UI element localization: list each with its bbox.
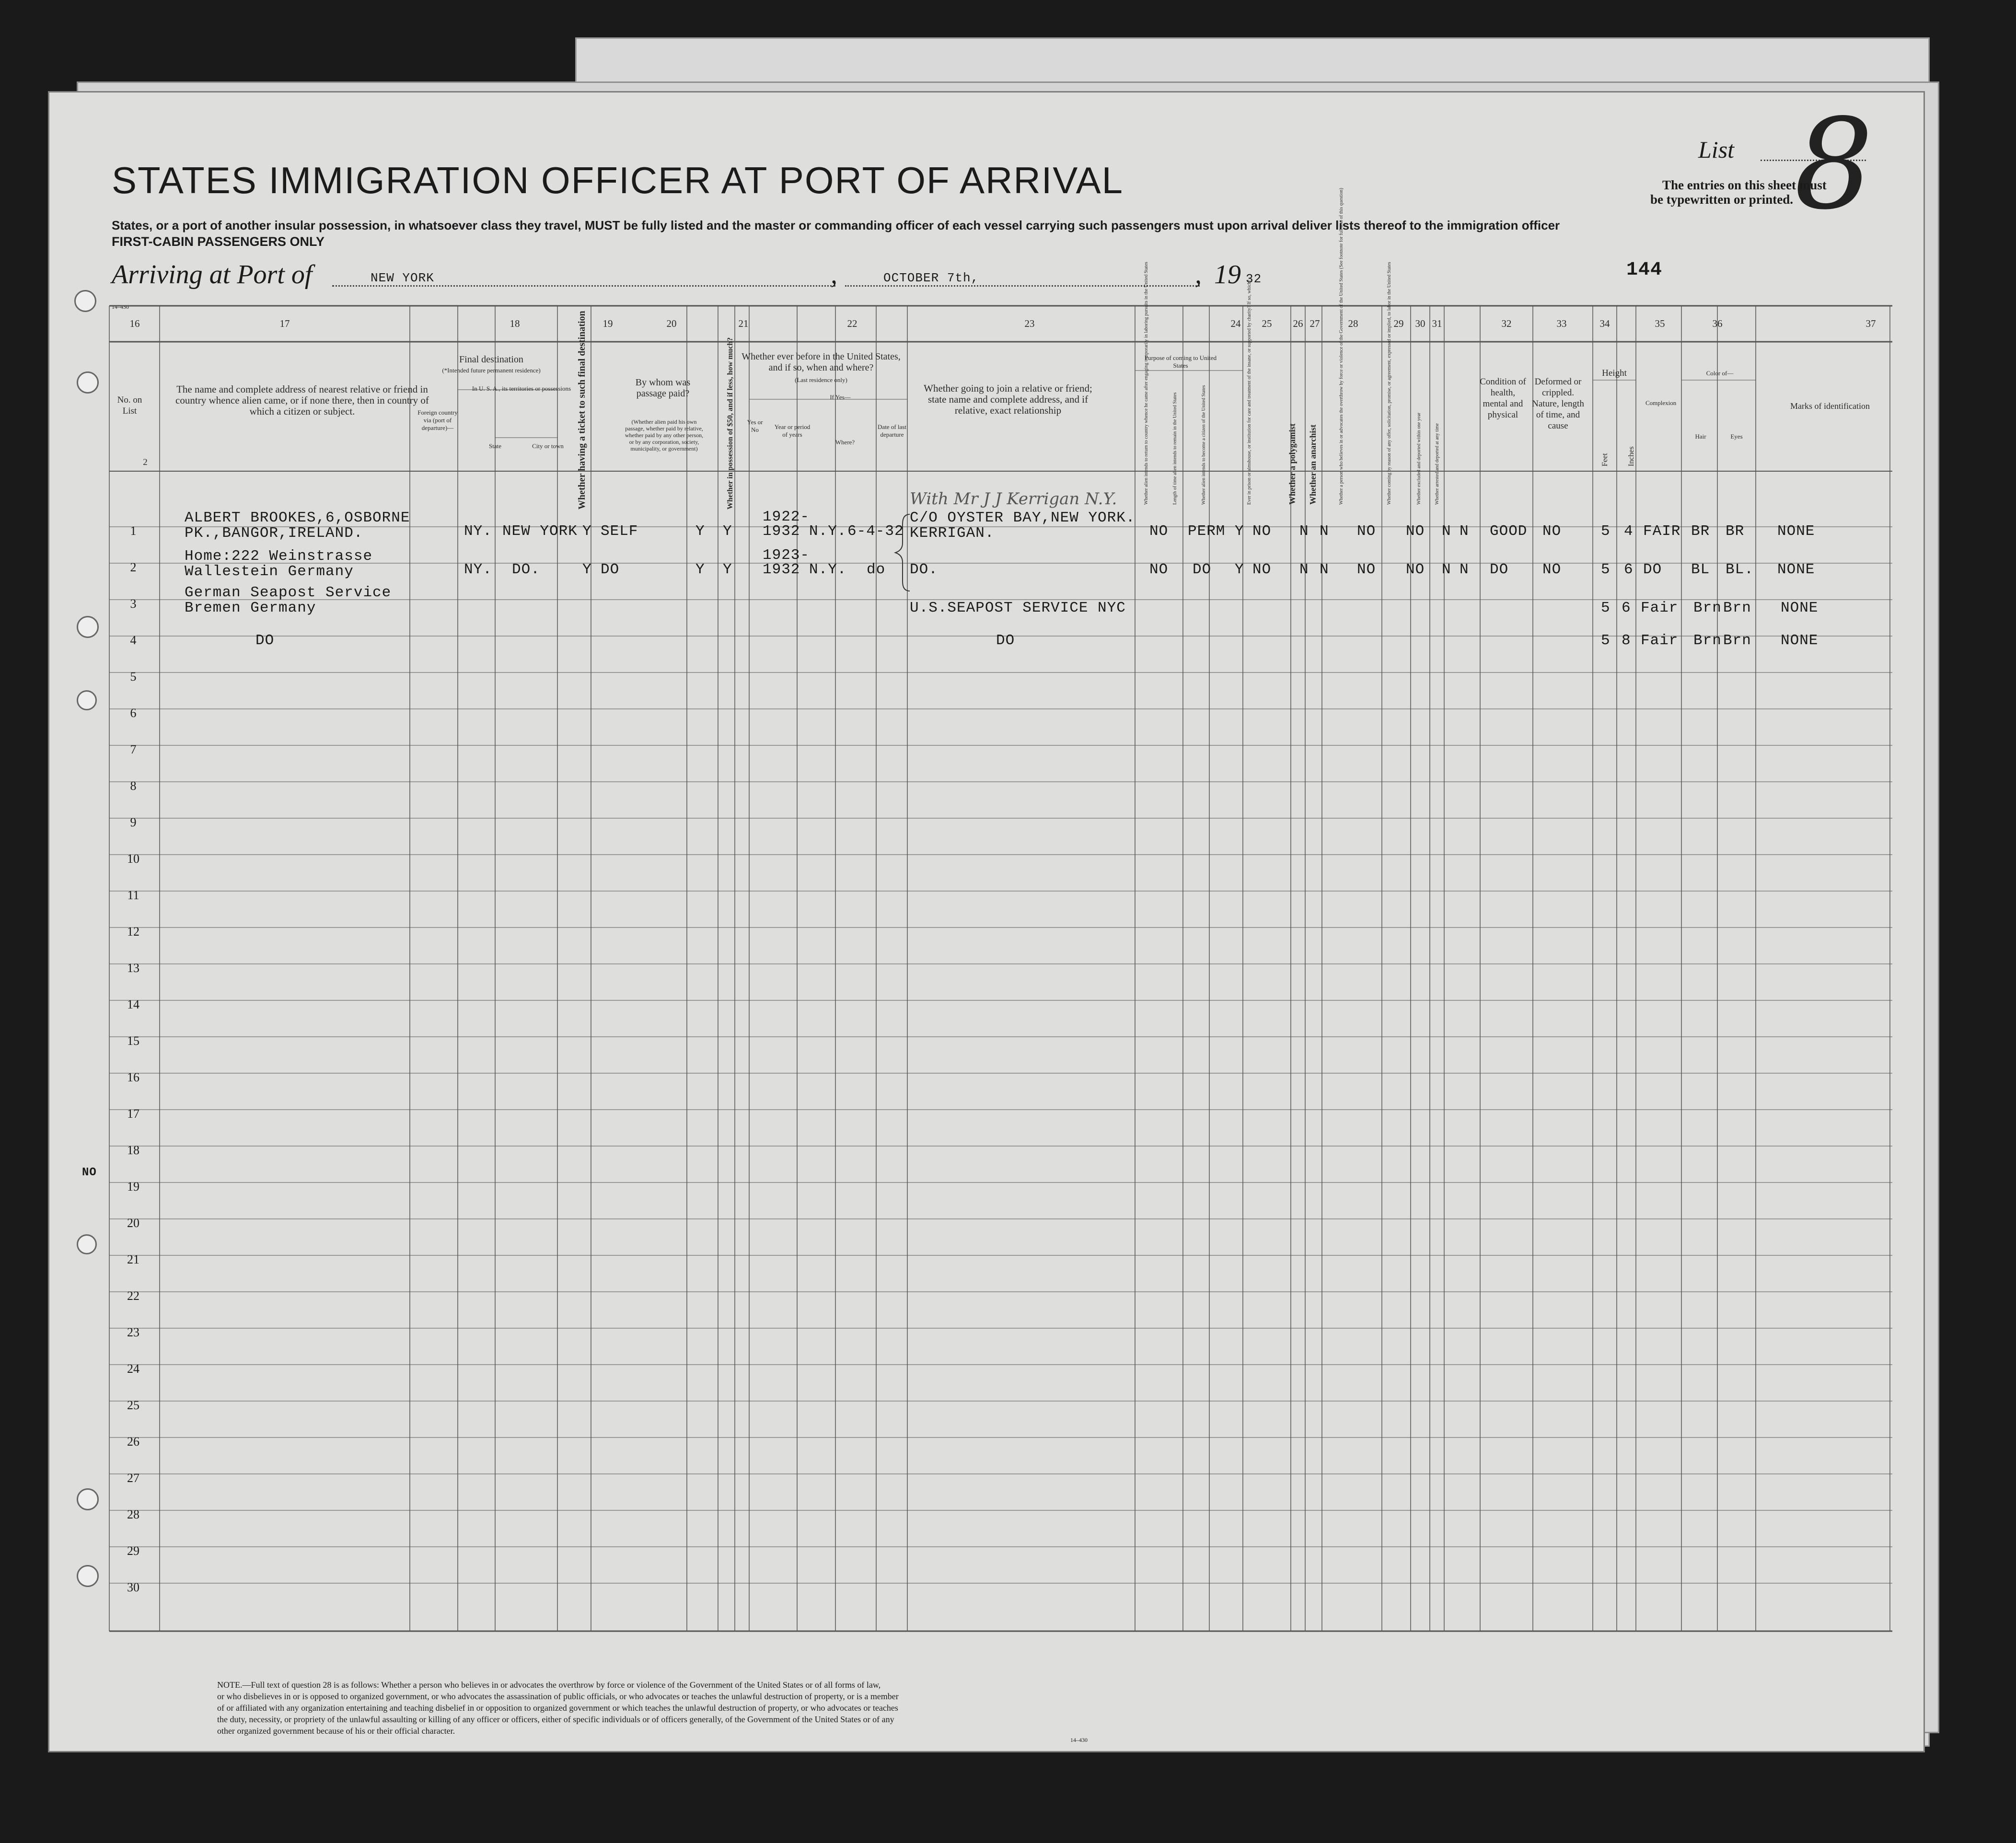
r1-state: NY.: [464, 523, 492, 540]
r3-complexion: Fair: [1641, 600, 1679, 616]
manifest-grid: [49, 93, 1923, 1751]
r2-purpose-c: Y: [1235, 561, 1244, 578]
list-number: 8: [1794, 93, 1874, 237]
column-number: 33: [1556, 318, 1567, 329]
r2-departure: do: [867, 561, 886, 578]
entries-note-1: The entries on this sheet must: [1662, 178, 1827, 192]
manifest-sheet: [48, 91, 1925, 1752]
header-in-usa: In U. S. A., its territories or possessions: [472, 385, 571, 392]
row-number: 19: [127, 1180, 139, 1194]
column-number: 22: [847, 318, 857, 329]
row-number: 15: [127, 1034, 139, 1048]
r2-q30: N: [1442, 561, 1451, 578]
r2-passage: DO: [601, 561, 620, 578]
r3-eyes: Brn: [1723, 600, 1751, 616]
column-number: 27: [1309, 318, 1320, 329]
r2-city: DO.: [512, 561, 540, 578]
r1-departure: 6-4-32: [847, 523, 904, 540]
header-join: Whether going to join a relative or friend; state name and complete address, and if relative, exact relationship: [924, 383, 1092, 416]
header-deformed: Deformed or crippled. Nature, length of time, and cause: [1532, 377, 1584, 431]
sheet-number: 144: [1626, 259, 1663, 281]
header-passage-sub: (Whether alien paid his own passage, whether paid by relative, whether paid by any other person, or by any corporation, society, municipality, or government): [625, 418, 704, 452]
header-purpose-a: Whether alien intends to return to country whence he came after engaging temporarily in laboring pursuits in the United States: [1144, 262, 1149, 505]
header-purpose: Purpose of coming to United States: [1144, 354, 1217, 369]
punch-hole: [77, 1234, 97, 1254]
r4-marks: NONE: [1781, 632, 1819, 649]
column-number: 19: [602, 318, 613, 329]
row-number: 18: [127, 1143, 139, 1157]
footnote-code: 14–430: [1070, 1737, 1088, 1743]
r2-q31: N: [1460, 561, 1469, 578]
row-number: 22: [127, 1289, 139, 1303]
r1-period-1: 1922-: [763, 509, 810, 525]
r2-state: NY.: [464, 561, 492, 578]
r4-inches: 8: [1622, 632, 1631, 649]
r2-possession: Y: [695, 561, 705, 578]
punch-hole: [74, 290, 96, 312]
column-number: 35: [1655, 318, 1665, 329]
row-number: 25: [127, 1398, 139, 1412]
header-if-yes: If Yes—: [830, 394, 851, 401]
r1-anarchist: N: [1320, 523, 1329, 540]
class-line: FIRST-CABIN PASSENGERS ONLY: [112, 234, 325, 249]
row-number: 30: [127, 1580, 139, 1594]
row-number: 2: [130, 560, 137, 574]
r1-where: N.Y.: [809, 523, 847, 540]
r3-inches: 6: [1622, 600, 1631, 616]
header-final-destination-sub: (*Intended future permanent residence): [442, 367, 541, 374]
page-subtitle: States, or a port of another insular possession, in whatsoever class they travel, MUST be fully listed and the master or commanding officer of each vessel carrying such passengers must upon arrival deliver lists thereof to the immigration officer: [112, 218, 1560, 232]
r1-prison: NO: [1252, 523, 1272, 540]
r1-purpose-a: NO: [1149, 523, 1169, 540]
row-number: 3: [130, 597, 137, 611]
r1-feet: 5: [1601, 523, 1610, 540]
header-no-on-list: [112, 394, 148, 417]
row-number: 10: [127, 852, 139, 866]
row-number: 24: [127, 1362, 139, 1376]
header-no-sub: 2: [143, 457, 148, 467]
r1-period-2: 1932: [763, 523, 800, 540]
footnote-line-3: of or affiliated with any organization entertaining and teaching disbelief in or opposition to organized government or which teaches the unlawful destruction of property, or who advocates or teaches: [217, 1703, 898, 1713]
header-q30: Whether excluded and deported within one year: [1416, 412, 1422, 505]
header-foreign-country: Foreign country via (port of departure)—: [417, 409, 458, 431]
header-color-of: Color of—: [1706, 370, 1734, 377]
row-number: 8: [130, 779, 137, 793]
header-marks: Marks of identification: [1790, 401, 1870, 411]
column-number: 26: [1293, 318, 1303, 329]
column-number: 16: [129, 318, 140, 329]
header-purpose-b: Length of time alien intends to remain in the United States: [1172, 392, 1178, 505]
punch-hole: [77, 371, 99, 394]
header-condition: Condition of health, mental and physical: [1480, 377, 1526, 420]
r2-marks: NONE: [1777, 561, 1815, 578]
comma-2: ,: [1195, 260, 1202, 290]
r1-city: NEW YORK: [502, 523, 578, 540]
r2-period-2: 1932: [763, 561, 800, 578]
row-number: 11: [127, 888, 139, 902]
port-value: NEW YORK: [371, 271, 434, 285]
column-number: 20: [666, 318, 677, 329]
r1-relative-1: ALBERT BROOKES,6,OSBORNE: [185, 510, 410, 526]
header-period: Year or period of years: [774, 423, 811, 438]
r2-hair: BL: [1691, 561, 1710, 578]
header-possession: Whether in possession of $50, and if less, how much?: [726, 337, 734, 510]
r1-join-handwritten: With Mr J J Kerrigan N.Y.: [910, 489, 1117, 509]
row-number: 27: [127, 1471, 139, 1485]
column-number: 37: [1865, 318, 1876, 329]
punch-hole: [77, 690, 97, 710]
punch-hole: [77, 616, 99, 638]
row-number: 7: [130, 742, 137, 756]
header-passage: By whom was passage paid?: [635, 377, 691, 399]
r1-q31: N: [1460, 523, 1469, 540]
header-where: Where?: [835, 439, 855, 446]
r2-deformed: NO: [1542, 561, 1562, 578]
column-number: 17: [279, 318, 290, 329]
header-city: City or town: [532, 442, 564, 450]
header-relative: The name and complete address of nearest relative or friend in country whence alien came, or if none there, then in country of which a citizen or subject.: [175, 383, 429, 417]
r2-complexion: DO: [1643, 561, 1662, 578]
r1-passage: SELF: [601, 523, 638, 540]
punch-hole: [77, 1565, 99, 1587]
header-eyes: Eyes: [1730, 433, 1743, 440]
r2-inches: 6: [1624, 561, 1634, 578]
row-number: 20: [127, 1216, 139, 1230]
header-complexion: Complexion: [1645, 399, 1677, 406]
header-prison: Ever in prison or almshouse, or institution for care and treatment of the insane, or supported by charity? If so, which?: [1247, 279, 1252, 505]
header-yes-no: Yes or No: [747, 418, 763, 433]
r1-yes-no: Y: [723, 523, 732, 540]
r1-relative-2: PK.,BANGOR,IRELAND.: [185, 525, 363, 542]
comma: ,: [831, 260, 837, 290]
header-state: State: [489, 442, 501, 450]
column-number: 34: [1599, 318, 1610, 329]
row-number: 4: [130, 633, 137, 647]
row-number: 13: [127, 961, 139, 975]
r2-relative-1: Home:222 Weinstrasse: [185, 548, 373, 565]
r3-marks: NONE: [1781, 600, 1819, 616]
header-ticket: Whether having a ticket to such final destination: [577, 311, 587, 510]
footnote-line-5: other organized government because of his or their official character.: [217, 1726, 455, 1736]
r2-anarchist: N: [1320, 561, 1329, 578]
footnote-line-1: NOTE.—Full text of question 28 is as follows: Whether a person who believes in or advocates the overthrow by force or violence of the Government of the United States or of all forms of law,: [217, 1680, 881, 1690]
r3-relative-2: Bremen Germany: [185, 600, 316, 616]
r2-join-1: DO.: [910, 561, 938, 578]
header-feet: Feet: [1601, 453, 1609, 466]
r2-polygamist: N: [1299, 561, 1309, 578]
r1-purpose-c: Y: [1235, 523, 1244, 540]
r1-eyes: BR: [1726, 523, 1745, 540]
row-number: 16: [127, 1070, 139, 1084]
r1-polygamist: N: [1299, 523, 1309, 540]
r2-q28: NO: [1357, 561, 1376, 578]
r1-marks: NONE: [1777, 523, 1815, 540]
r1-ticket: Y: [582, 523, 592, 540]
column-number: 25: [1262, 318, 1272, 329]
r1-hair: BR: [1691, 523, 1710, 540]
column-number: 21: [738, 318, 749, 329]
r2-yes-no: Y: [723, 561, 732, 578]
r1-join-1: C/O OYSTER BAY,NEW YORK.: [910, 510, 1135, 526]
r2-prison: NO: [1252, 561, 1272, 578]
r2-relative-2: Wallestein Germany: [185, 563, 354, 580]
margin-mark: NO: [82, 1166, 97, 1179]
r1-q28: NO: [1357, 523, 1376, 540]
r2-purpose-a: NO: [1149, 561, 1169, 578]
row-number: 1: [130, 524, 137, 538]
header-polygamist: Whether a polygamist: [1287, 423, 1297, 505]
arriving-label: Arriving at Port of: [112, 260, 313, 290]
entries-note-2: be typewritten or printed.: [1650, 192, 1793, 207]
footnote-line-4: the duty, necessity, or propriety of the unlawful assaulting or killing of any officer or officers, either of specific individuals or of officers generally, of the Government of the United States or of any: [217, 1715, 894, 1724]
header-anarchist: Whether an anarchist: [1308, 424, 1318, 505]
column-number: 36: [1712, 318, 1723, 329]
header-departure: Date of last departure: [878, 423, 906, 438]
row-number: 21: [127, 1252, 139, 1266]
r2-eyes: BL.: [1726, 561, 1754, 578]
r4-eyes: Brn: [1723, 632, 1751, 649]
r2-feet: 5: [1601, 561, 1610, 578]
header-final-destination: Final destination: [459, 354, 523, 365]
row-number: 14: [127, 997, 139, 1011]
r2-ticket: Y: [582, 561, 592, 578]
column-number: 23: [1024, 318, 1035, 329]
row-number: 26: [127, 1435, 139, 1449]
r1-join-2: KERRIGAN.: [910, 525, 995, 542]
r4-relative-1: DO: [255, 632, 275, 649]
punch-hole: [77, 1488, 99, 1510]
r3-relative-1: German Seapost Service: [185, 584, 392, 601]
column-number: 29: [1393, 318, 1404, 329]
column-number: 30: [1415, 318, 1425, 329]
r3-feet: 5: [1601, 600, 1610, 616]
column-number: 18: [510, 318, 520, 329]
r1-deformed: NO: [1542, 523, 1562, 540]
row-number: 23: [127, 1325, 139, 1339]
row-number: 17: [127, 1107, 139, 1121]
row-number: 5: [130, 670, 137, 684]
row-number: 6: [130, 706, 137, 720]
row-number: 9: [130, 815, 137, 829]
column-number: 24: [1230, 318, 1241, 329]
r2-where: N.Y.: [809, 561, 847, 578]
r4-join-1: DO: [996, 632, 1015, 649]
r1-q30: N: [1442, 523, 1451, 540]
r2-purpose-b: DO: [1193, 561, 1212, 578]
r3-hair: Brn: [1693, 600, 1722, 616]
list-label: List: [1698, 136, 1735, 163]
row-number: 28: [127, 1507, 139, 1521]
r4-complexion: Fair: [1641, 632, 1679, 649]
header-before-us: Whether ever before in the United States, and if so, when and where?: [742, 351, 901, 373]
year-prefix: 19: [1214, 260, 1241, 290]
column-number: 28: [1348, 318, 1358, 329]
form-code: 14–430: [112, 303, 129, 310]
footnote: [217, 1679, 899, 1737]
r1-condition: GOOD: [1490, 523, 1528, 540]
header-before-us-sub: (Last residence only): [795, 376, 847, 383]
page-title: STATES IMMIGRATION OFFICER AT PORT OF ARRIVAL: [112, 159, 1124, 201]
r3-join-1: U.S.SEAPOST SERVICE NYC: [910, 600, 1126, 616]
r1-q29: NO: [1406, 523, 1425, 540]
footnote-line-2: or who disbelieves in or is opposed to organized government, or who advocates the assassination of public officials, or who advocates or teaches the unlawful destruction of property, or is a member: [217, 1692, 899, 1701]
r1-complexion: FAIR: [1643, 523, 1681, 540]
header-hair: Hair: [1695, 433, 1706, 440]
date-value: OCTOBER 7th,: [883, 271, 979, 285]
r1-possession: Y: [695, 523, 705, 540]
header-purpose-c: Whether alien intends to become a citizen of the United States: [1201, 385, 1206, 505]
r4-feet: 5: [1601, 632, 1610, 649]
r1-purpose-b: PERM: [1188, 523, 1226, 540]
header-no-on-list-text: No. on List: [117, 395, 142, 416]
column-number: 31: [1432, 318, 1442, 329]
header-q31: Whether arrested and deported at any time: [1435, 423, 1440, 505]
year-suffix: 32: [1246, 272, 1262, 286]
r4-hair: Brn: [1693, 632, 1722, 649]
header-q28: Whether a person who believes in or advocates the overthrow by force or violence of the Government of the United States (See footnote for full text of this question): [1339, 188, 1344, 505]
r2-q29: NO: [1406, 561, 1425, 578]
header-inches: Inches: [1627, 446, 1635, 466]
header-height: Height: [1602, 368, 1627, 378]
r2-condition: DO: [1490, 561, 1509, 578]
row-number: 12: [127, 925, 139, 939]
r2-period-1: 1923-: [763, 547, 810, 564]
header-q29: Whether coming by reason of any offer, solicitation, promise, or agreement, expressed or implied, to labor in the United States: [1387, 262, 1392, 505]
row-number: 29: [127, 1544, 139, 1558]
r1-inches: 4: [1624, 523, 1634, 540]
column-number: 32: [1501, 318, 1512, 329]
